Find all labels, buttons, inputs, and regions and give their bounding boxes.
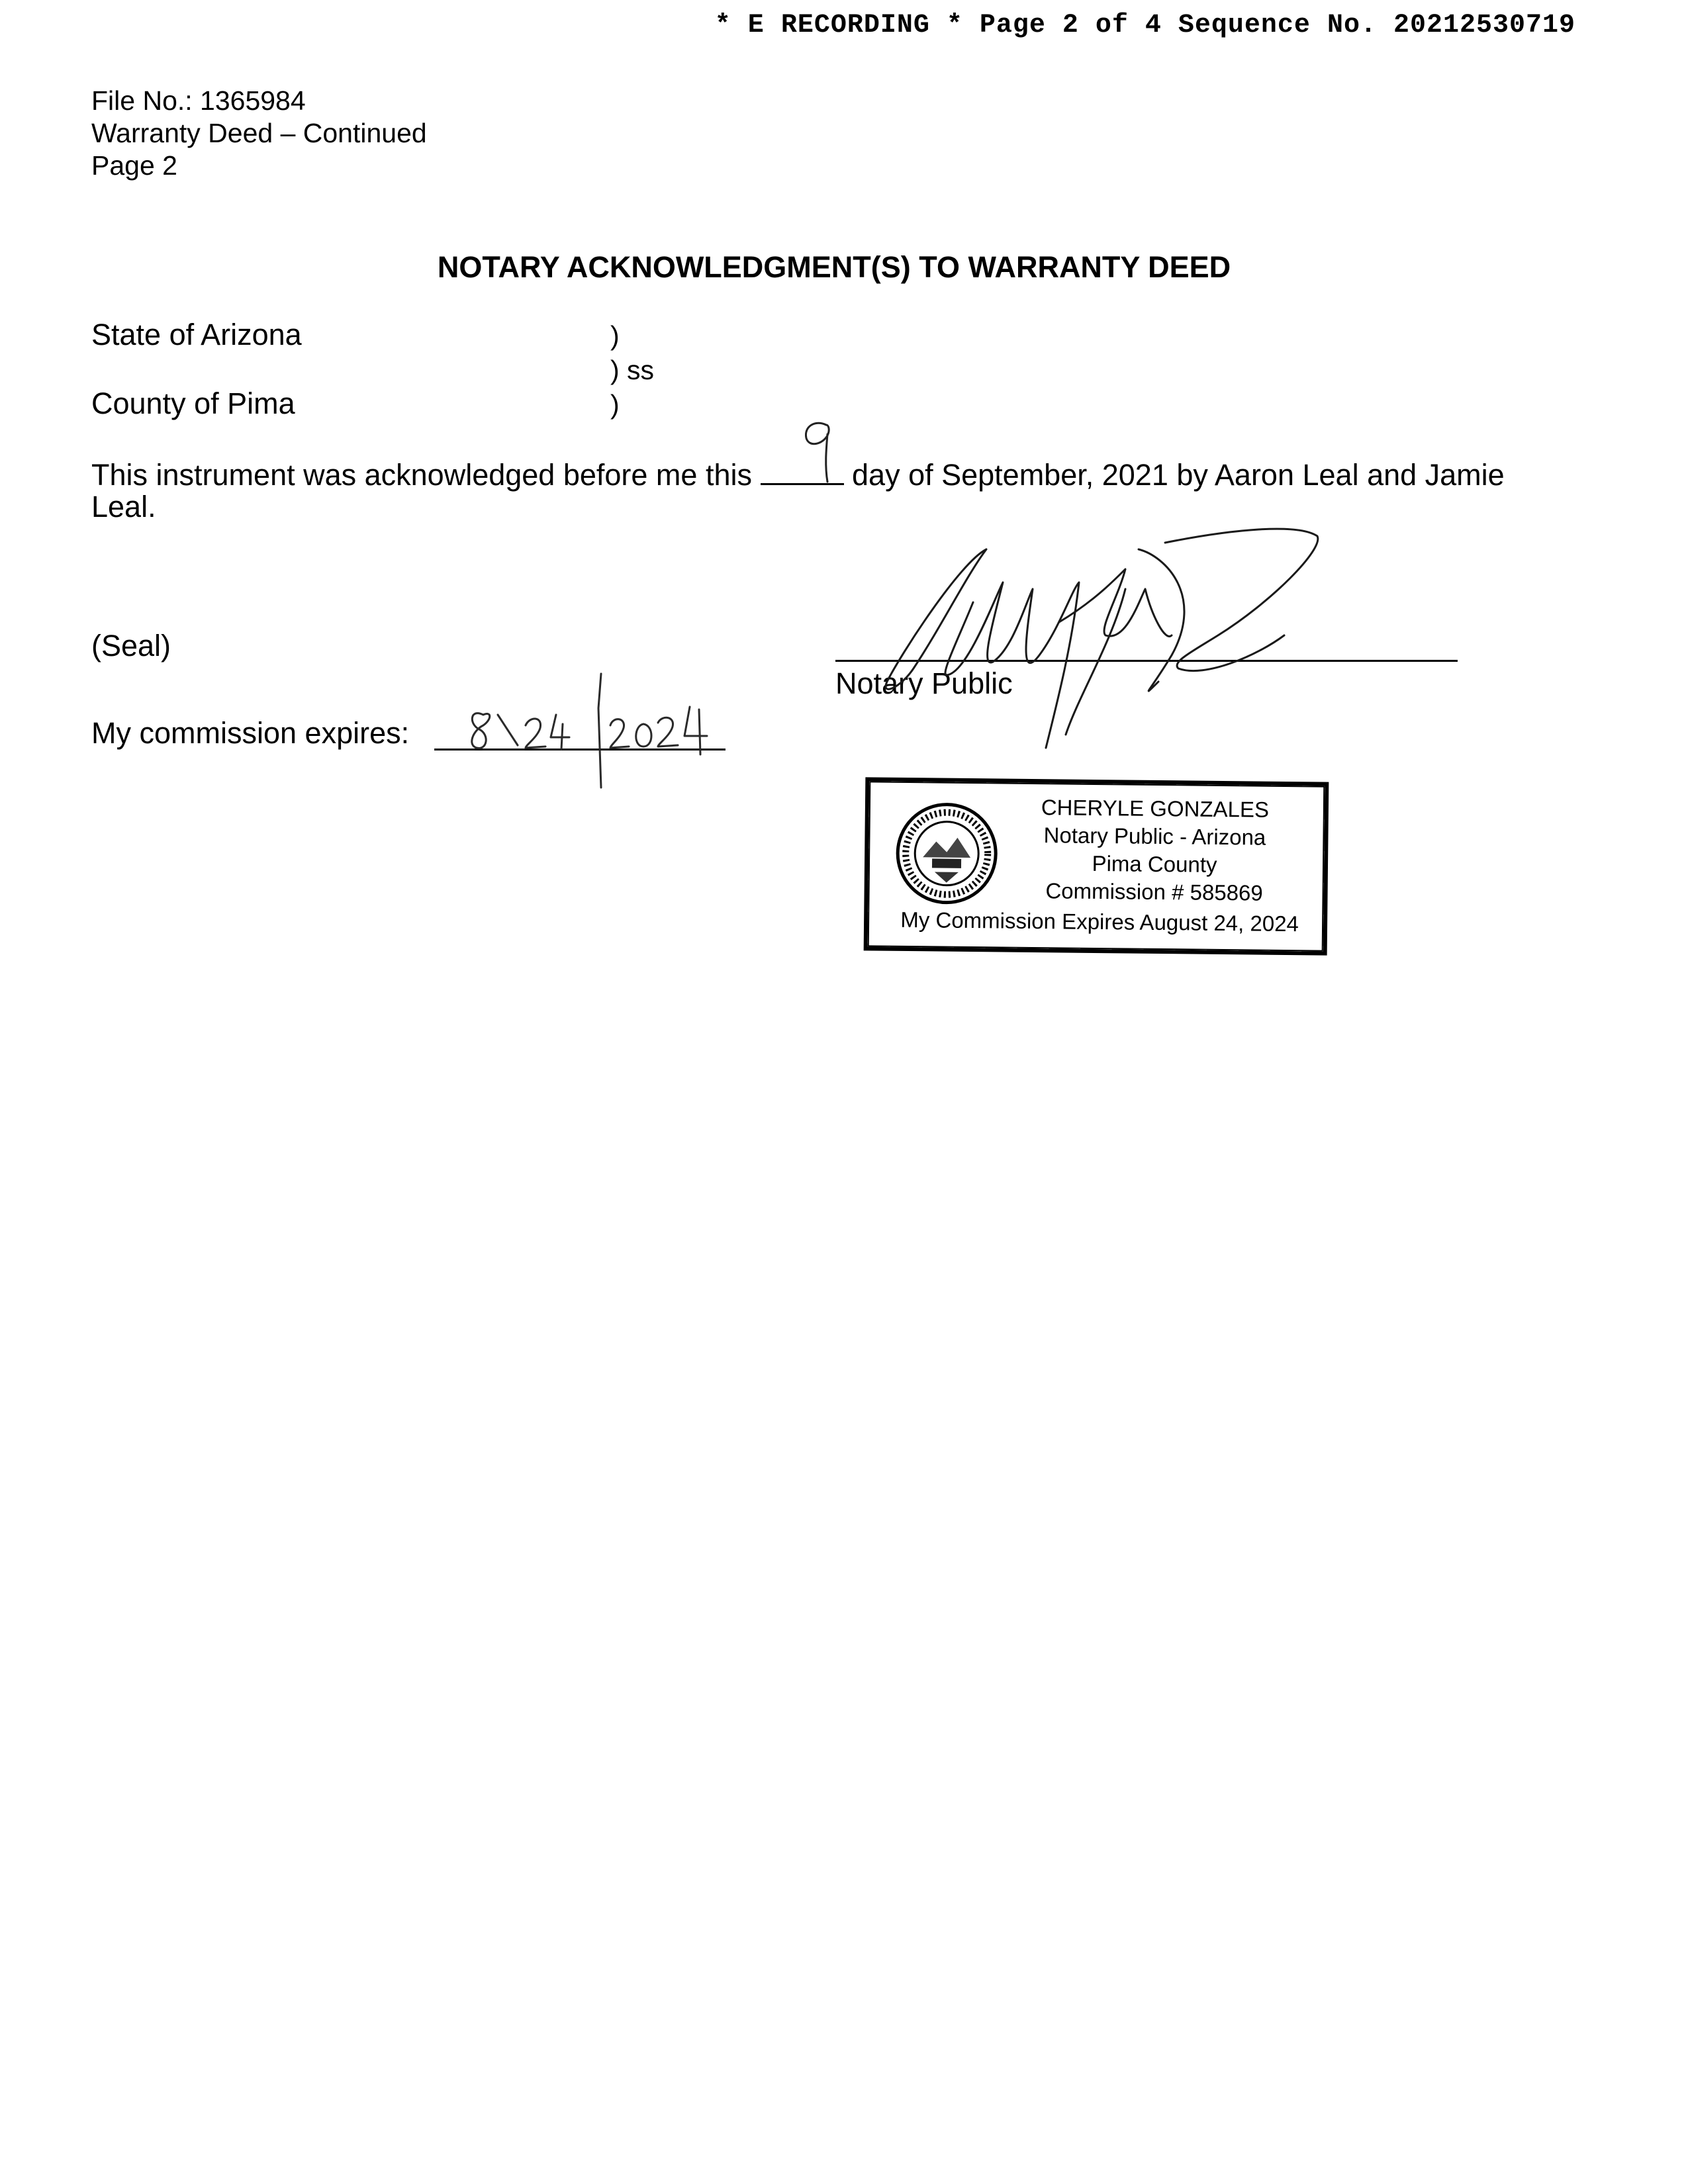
seal-label: (Seal) [91,629,171,662]
stamp-notary-name: CHERYLE GONZALES [1041,795,1270,822]
acknowledgment-suffix: day of September, 2021 by Aaron Leal and Jamie [852,458,1505,492]
stamp-expiration: My Commission Expires August 24, 2024 [900,907,1299,936]
stamp-commission-number: Commission # 585869 [1045,878,1263,905]
document-type: Warranty Deed – Continued [91,118,427,148]
commission-date-ink [457,668,735,794]
recording-header: * E RECORDING * Page 2 of 4 Sequence No. 20212530719 [714,11,1575,40]
page-number: Page 2 [91,150,177,181]
venue-paren-ss: ) ss [610,355,655,385]
handwritten-day [792,416,845,482]
venue-county: County of Pima [91,387,295,420]
commission-label: My commission expires: [91,716,410,750]
notary-signature-ink [861,523,1337,774]
acknowledgment-continuation: Leal. [91,490,156,523]
commission-handwritten-date [457,668,735,794]
page-title: NOTARY ACKNOWLEDGMENT(S) TO WARRANTY DEED [437,250,1231,284]
venue-state: State of Arizona [91,318,302,351]
stamp-county: Pima County [1092,850,1217,877]
notary-stamp [864,777,1329,955]
venue-paren-bottom: ) [610,389,620,420]
notary-label: Notary Public [835,666,1013,700]
stamp-notary-title: Notary Public - Arizona [1043,823,1266,850]
handwritten-day-ink [792,416,845,488]
file-number: File No.: 1365984 [91,85,306,116]
state-seal-icon [893,800,1000,907]
notary-signature [861,523,1337,774]
acknowledgment-prefix: This instrument was acknowledged before me this [91,458,752,492]
venue-paren-top: ) [610,320,620,351]
